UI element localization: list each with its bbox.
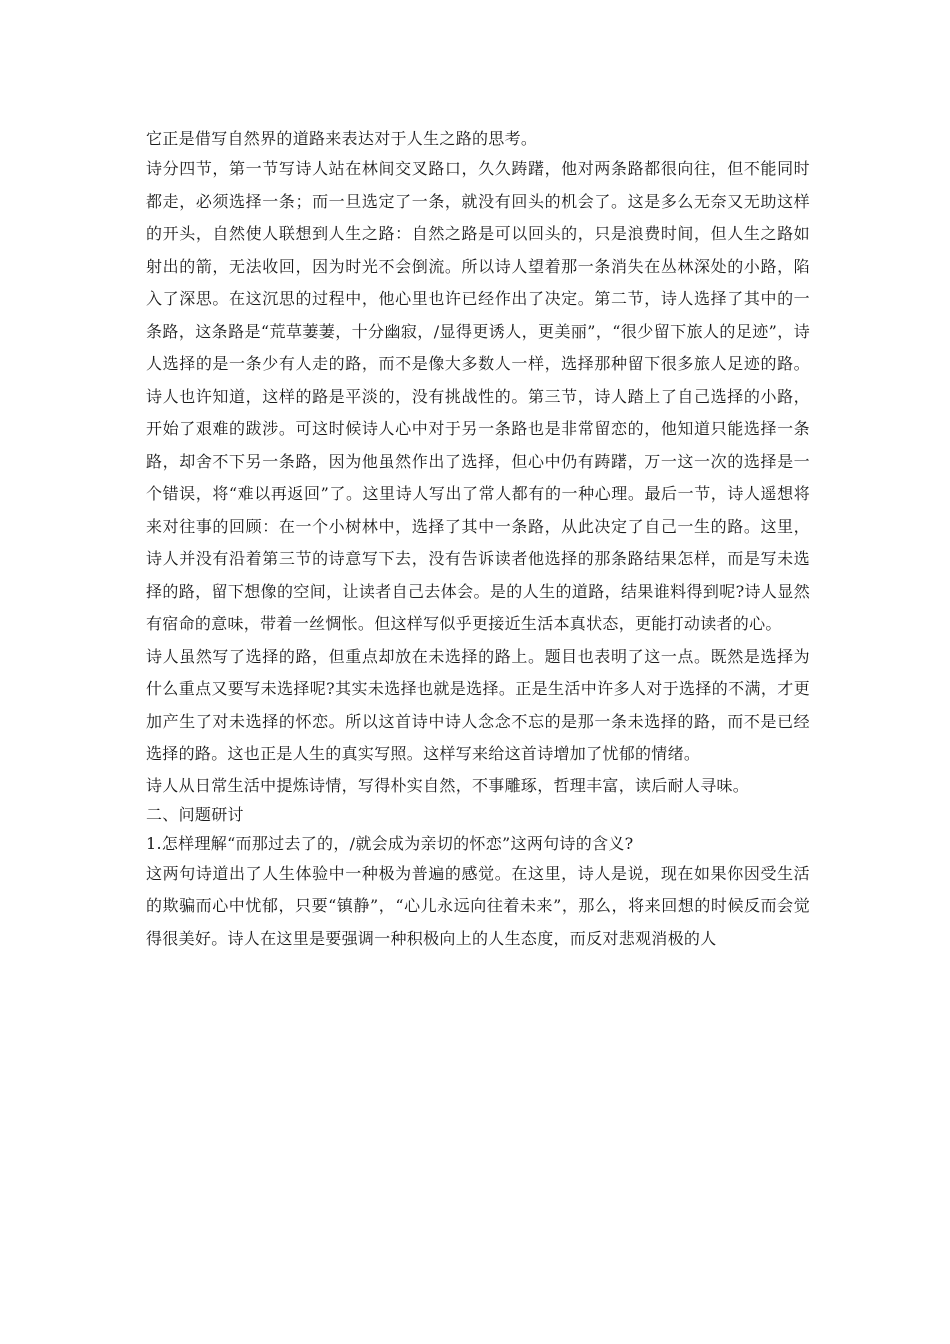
section-heading: 二、问题研讨	[146, 804, 244, 824]
paragraph-choice: 诗人虽然写了选择的路，但重点却放在未选择的路上。题目也表明了这一点。既然是选择为什么重点又要写未选择呢?其实未选择也就是选择。正是生活中许多人对于选择的不满，才更加产生了对未选择的怀恋。所以这首诗中诗人念念不忘的是那一条未选择的路，而不是已经选择的路。这也正是人生的真实写照。这样写来给这首诗增加了忧郁的情绪。	[146, 646, 810, 763]
paragraph-summary: 诗人从日常生活中提炼诗情，写得朴实自然，不事雕琢，哲理丰富，读后耐人寻味。	[146, 775, 750, 795]
question-1: 1.怎样理解“而那过去了的，/就会成为亲切的怀恋”这两句诗的含义?	[146, 833, 634, 853]
paragraph-intro: 它正是借写自然界的道路来表达对于人生之路的思考。	[146, 129, 538, 148]
paragraph-analysis: 诗分四节，第一节写诗人站在林间交叉路口，久久踌躇，他对两条路都很向往，但不能同时都走，必须选择一条；而一旦选定了一条，就没有回头的机会了。这是多么无奈又无助这样的开头，自然使人联想到人生之路：自然之路是可以回头的，只是浪费时间，但人生之路如射出的箭，无法收回，因为时光不会倒流。所以诗人望着那一条消失在丛林深处的小路，陷入了深思。在这沉思的过程中，他心里也许已经作出了决定。第二节，诗人选择了其中的一条路，这条路是“荒草萋萋，十分幽寂，/显得更诱人，更美丽”，“很少留下旅人的足迹”，诗人选择的是一条少有人走的路，而不是像大多数人一样，选择那种留下很多旅人足迹的路。诗人也许知道，这样的路是平淡的，没有挑战性的。第三节，诗人踏上了自己选择的小路，开始了艰难的跋涉。可这时候诗人心中对于另一条路也是非常留恋的，他知道只能选择一条路，却舍不下另一条路，因为他虽然作出了选择，但心中仍有踌躇，万一这一次的选择是一个错误，将“难以再返回”了。这里诗人写出了常人都有的一种心理。最后一节，诗人遥想将来对往事的回顾：在一个小树林中，选择了其中一条路，从此决定了自己一生的路。这里，诗人并没有沿着第三节的诗意写下去，没有告诉读者他选择的那条路结果怎样，而是写未选择的路，留下想像的空间，让读者自己去体会。是的人生的道路，结果谁料得到呢?诗人显然有宿命的意味，带着一丝惆怅。但这样写似乎更接近生活本真状态，更能打动读者的心。	[146, 159, 810, 633]
document-body	[146, 124, 810, 955]
answer-1: 这两句诗道出了人生体验中一种极为普遍的感觉。在这里，诗人是说，现在如果你因受生活的欺骗而心中忧郁，只要“镇静”，“心儿永远向往着未来”，那么，将来回想的时候反而会觉得很美好。诗人在这里是要强调一种积极向上的人生态度，而反对悲观消极的人	[146, 863, 810, 948]
